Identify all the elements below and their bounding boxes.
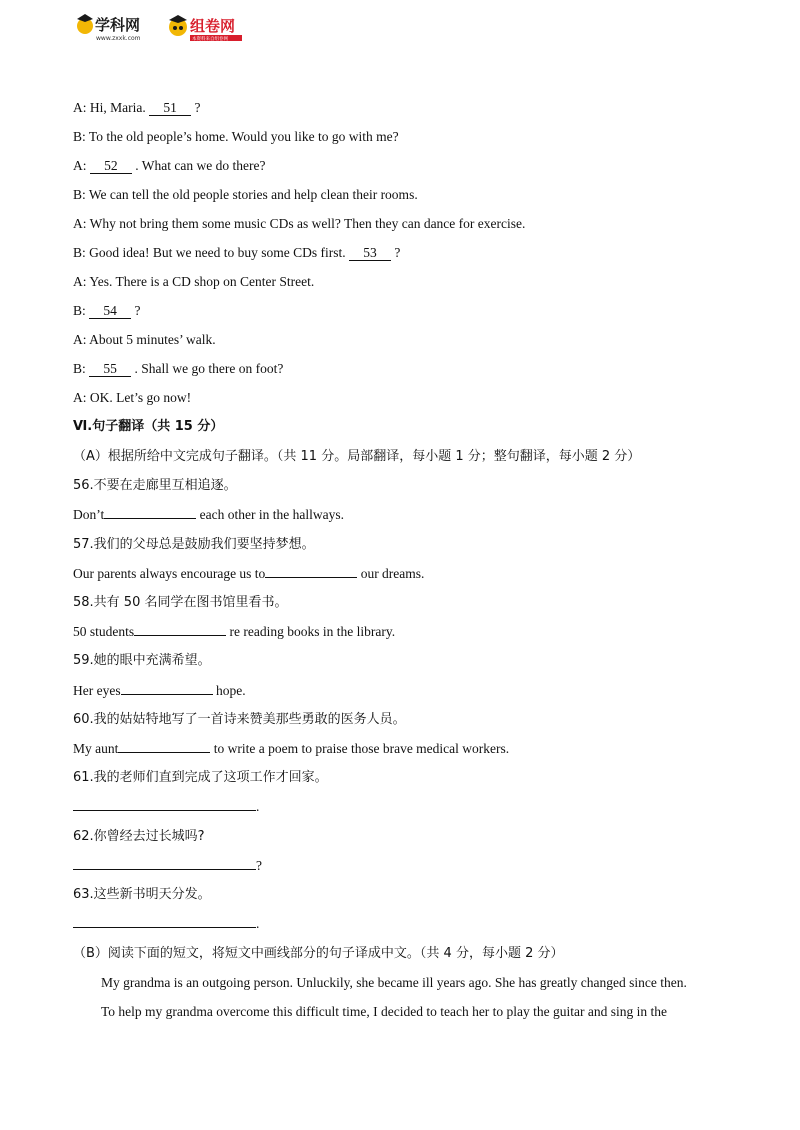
answer-blank-53: 53 bbox=[349, 245, 391, 261]
zxxk-logo bbox=[74, 10, 154, 44]
answer-blank bbox=[265, 577, 357, 578]
dialogue-line-1: A: Hi, Maria. 51 ? bbox=[73, 100, 201, 115]
answer-blank bbox=[134, 635, 226, 636]
question-59-english: Her eyes hope. bbox=[73, 683, 246, 698]
question-63-chinese: 63.这些新书明天分发。 bbox=[73, 887, 211, 902]
header-logos bbox=[74, 10, 254, 44]
zujuan-logo bbox=[166, 10, 256, 44]
dialogue-line-6: B: Good idea! But we need to buy some CDs first. 53 ? bbox=[73, 245, 401, 260]
question-58-english: 50 students re reading books in the library. bbox=[73, 624, 396, 639]
part-a-instructions: （A）根据所给中文完成句子翻译。（共 11 分。局部翻译，每小题 1 分；整句翻译，每小题 2 分） bbox=[73, 449, 641, 464]
question-61-chinese: 61.我的老师们直到完成了这项工作才回家。 bbox=[73, 770, 328, 785]
answer-blank bbox=[73, 810, 256, 811]
question-56-english: Don’t each other in the hallways. bbox=[73, 507, 344, 522]
dialogue-line-9: A: About 5 minutes’ walk. bbox=[73, 332, 216, 347]
svg-text:本资料来自组卷网: 本资料来自组卷网 bbox=[192, 37, 228, 42]
svg-text:学科网: 学科网 bbox=[95, 16, 141, 34]
dialogue-line-10: B: 55 . Shall we go there on foot? bbox=[73, 361, 284, 376]
question-60-english: My aunt to write a poem to praise those brave medical workers. bbox=[73, 741, 510, 756]
question-57-english: Our parents always encourage us to our dreams. bbox=[73, 566, 425, 581]
answer-blank-51: 51 bbox=[149, 100, 191, 116]
passage-line-2: To help my grandma overcome this difficult time, I decided to teach her to play the guitar and sing in the bbox=[101, 1004, 668, 1019]
dialogue-line-7: A: Yes. There is a CD shop on Center Street. bbox=[73, 274, 315, 289]
dialogue-line-11: A: OK. Let’s go now! bbox=[73, 390, 192, 405]
answer-blank-52: 52 bbox=[90, 158, 132, 174]
question-57-chinese: 57.我们的父母总是鼓励我们要坚持梦想。 bbox=[73, 537, 315, 552]
answer-blank bbox=[104, 518, 196, 519]
question-56-chinese: 56.不要在走廊里互相追逐。 bbox=[73, 478, 237, 493]
svg-text:www.zxxk.com: www.zxxk.com bbox=[96, 35, 141, 42]
dialogue-line-8: B: 54 ? bbox=[73, 303, 141, 318]
svg-text:组卷网: 组卷网 bbox=[190, 17, 236, 35]
passage-line-1: My grandma is an outgoing person. Unluckily, she became ill years ago. She has greatly changed since then. bbox=[101, 975, 687, 990]
answer-blank bbox=[121, 694, 213, 695]
answer-blank-54: 54 bbox=[89, 303, 131, 319]
question-58-chinese: 58.共有 50 名同学在图书馆里看书。 bbox=[73, 595, 288, 610]
question-62-english: ? bbox=[73, 857, 262, 875]
part-b-instructions: （B）阅读下面的短文，将短文中画线部分的句子译成中文。（共 4 分，每小题 2 分） bbox=[73, 946, 564, 961]
dialogue-line-5: A: Why not bring them some music CDs as well? Then they can dance for exercise. bbox=[73, 216, 526, 231]
dialogue-line-3: A: 52 . What can we do there? bbox=[73, 158, 266, 173]
section-title: Ⅵ.句子翻译（共 15 分） bbox=[73, 419, 224, 434]
answer-blank bbox=[73, 869, 256, 870]
question-60-chinese: 60.我的姑姑特地写了一首诗来赞美那些勇敢的医务人员。 bbox=[73, 712, 406, 727]
question-62-chinese: 62.你曾经去过长城吗? bbox=[73, 829, 205, 844]
dialogue-line-2: B: To the old people’s home. Would you like to go with me? bbox=[73, 129, 399, 144]
question-59-chinese: 59.她的眼中充满希望。 bbox=[73, 653, 211, 668]
answer-blank-55: 55 bbox=[89, 361, 131, 377]
question-61-english: . bbox=[73, 798, 259, 816]
dialogue-line-4: B: We can tell the old people stories and help clean their rooms. bbox=[73, 187, 418, 202]
answer-blank bbox=[118, 752, 210, 753]
question-63-english: . bbox=[73, 915, 259, 933]
answer-blank bbox=[73, 927, 256, 928]
